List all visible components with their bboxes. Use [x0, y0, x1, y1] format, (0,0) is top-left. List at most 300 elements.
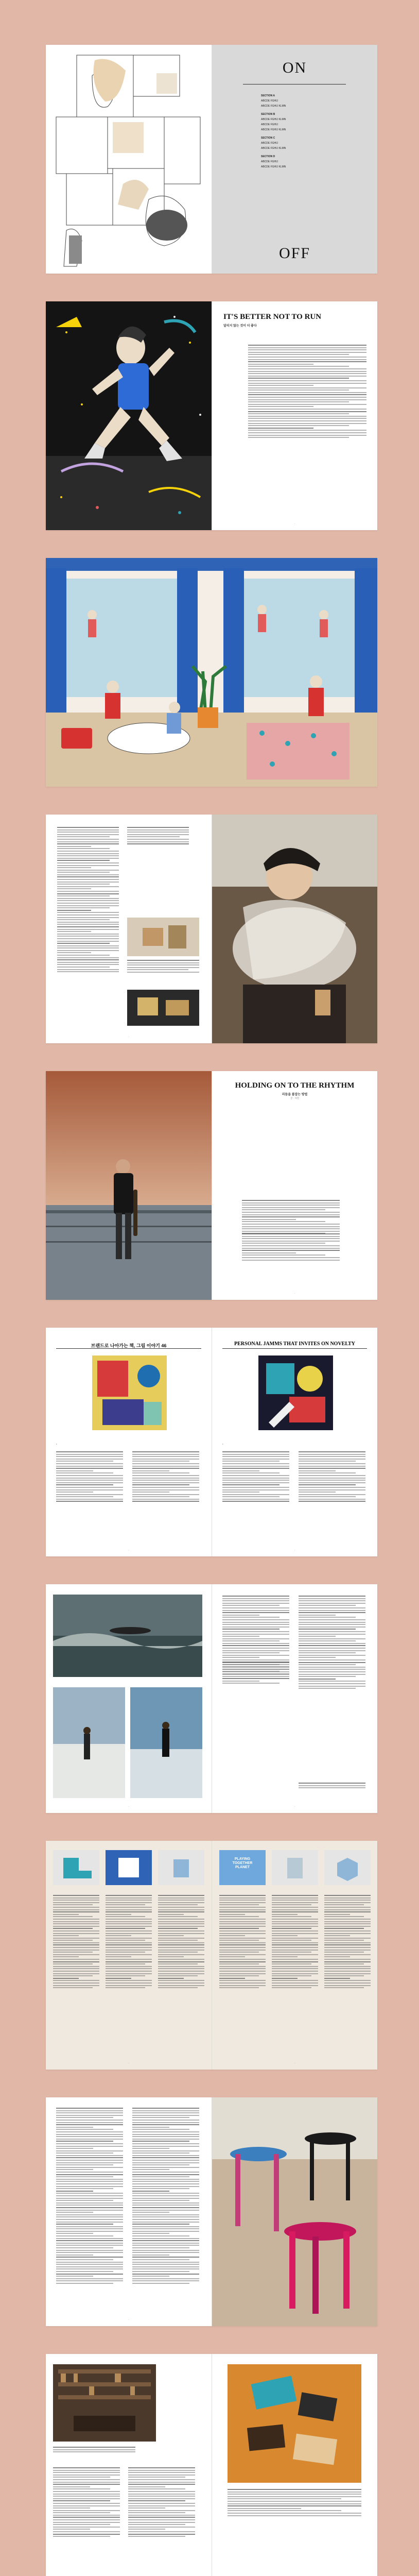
- text-line: [219, 1902, 266, 1903]
- text-line: [299, 1615, 336, 1616]
- text-line: [299, 1463, 365, 1464]
- text-line: [158, 1938, 204, 1939]
- text-line: [299, 1472, 356, 1473]
- text-line: [106, 1909, 152, 1910]
- text-line: [53, 1926, 99, 1927]
- text-line: [132, 2210, 199, 2211]
- text-column-3: [158, 1895, 204, 1990]
- text-line: [106, 1895, 152, 1896]
- text-line: [53, 1982, 99, 1984]
- text-line: [324, 1975, 364, 1976]
- text-line: [248, 385, 313, 386]
- text-line: [56, 2150, 123, 2151]
- text-line: [272, 1935, 298, 1936]
- text-column-2: [132, 1451, 199, 1503]
- text-line: [132, 2174, 199, 2175]
- text-line: [56, 1463, 123, 1464]
- text-line: [106, 1926, 152, 1927]
- text-line: [272, 1968, 318, 1969]
- text-line: [324, 1907, 371, 1908]
- text-line: [132, 2127, 169, 2128]
- text-line: [56, 2186, 123, 2187]
- text-line: [299, 1456, 365, 1457]
- text-line: [158, 1914, 184, 1915]
- text-line: [299, 1461, 356, 1462]
- text-line: [53, 1940, 93, 1941]
- text-line: [222, 1596, 289, 1597]
- text-line: [132, 2148, 169, 2149]
- stools-photo-page: [212, 2097, 377, 2326]
- text-line: [57, 860, 110, 861]
- text-line: [222, 1634, 289, 1635]
- text-line: [57, 922, 119, 923]
- bookshop-photo: [53, 2364, 156, 2442]
- text-line: [57, 945, 119, 946]
- text-line: [127, 836, 180, 837]
- text-line: [53, 2486, 90, 2487]
- text-line: [222, 1624, 289, 1625]
- text-line: [127, 960, 199, 961]
- text-line: [56, 2176, 113, 2177]
- text-line: [56, 2124, 123, 2125]
- text-line: [56, 2235, 113, 2236]
- text-line: [128, 2475, 195, 2476]
- text-line: [324, 1933, 371, 1934]
- text-line: [128, 2479, 195, 2480]
- text-line: [106, 1980, 152, 1981]
- text-line: [299, 1598, 365, 1599]
- text-line: [106, 1987, 145, 1988]
- text-line: [57, 950, 119, 951]
- text-line: [56, 2174, 123, 2175]
- text-line: [158, 1973, 204, 1974]
- text-column-left: [57, 827, 119, 974]
- text-line: [128, 2534, 195, 2535]
- text-line: [53, 1897, 99, 1899]
- text-line: [228, 2505, 361, 2506]
- right-products-page: [212, 1841, 377, 2070]
- text-line: [132, 2198, 199, 2199]
- text-line: [56, 1492, 93, 1493]
- text-line: [158, 1930, 204, 1931]
- text-line: [57, 843, 119, 844]
- article-subtitle: 달리지 않는 것이 더 좋다: [223, 325, 257, 328]
- text-line: [57, 851, 119, 852]
- text-line: [272, 1971, 318, 1972]
- text-line: [127, 834, 189, 835]
- text-line: [132, 2228, 199, 2229]
- text-line: [272, 1954, 318, 1955]
- text-line: [324, 1956, 350, 1957]
- text-line: [132, 1499, 199, 1500]
- text-line: [242, 1245, 340, 1246]
- text-line: [242, 1255, 325, 1256]
- text-line: [248, 437, 349, 438]
- text-line: [56, 2212, 93, 2213]
- text-line: [56, 2219, 123, 2220]
- text-line: [57, 926, 119, 927]
- text-line: [132, 2150, 199, 2151]
- text-line: [53, 1909, 99, 1910]
- text-line: [57, 895, 110, 896]
- text-line: [272, 1933, 318, 1934]
- text-line: [222, 1484, 280, 1485]
- text-line: [228, 2501, 361, 2502]
- line-illustration: [46, 45, 212, 274]
- page-number: ·: [128, 1549, 129, 1552]
- text-line: [132, 2186, 199, 2187]
- text-line: [219, 1956, 245, 1957]
- text-line: [272, 1959, 318, 1960]
- text-line: [53, 1916, 93, 1917]
- text-line: [324, 1980, 371, 1981]
- text-line: [53, 1944, 99, 1945]
- smoke-photo-page: [212, 815, 377, 1043]
- text-line: [219, 1942, 266, 1943]
- text-line: [222, 1638, 289, 1639]
- text-line: [299, 1659, 365, 1660]
- text-line: [132, 2280, 199, 2281]
- text-line: [158, 1982, 204, 1984]
- text-line: [132, 2195, 199, 2196]
- footnote: [299, 1783, 365, 1790]
- text-line: [57, 888, 91, 889]
- text-line: [56, 2155, 123, 2156]
- text-line: [53, 2488, 110, 2489]
- photo-caption: [127, 960, 199, 974]
- text-line: [53, 2482, 120, 2483]
- text-line: [158, 1952, 198, 1953]
- text-line: [53, 2479, 120, 2480]
- text-line: [57, 891, 119, 892]
- text-line: [106, 1959, 152, 1960]
- text-line: [128, 2519, 195, 2520]
- text-line: [248, 364, 313, 365]
- text-line: [53, 1900, 99, 1901]
- text-line: [57, 841, 119, 842]
- logo-line-3: PLANET: [235, 1866, 250, 1869]
- text-line: [57, 952, 91, 953]
- text-line: [272, 1978, 298, 1979]
- text-line: [106, 1978, 131, 1979]
- text-line: [299, 1617, 356, 1618]
- text-line: [106, 1950, 152, 1951]
- text-line: [242, 1252, 296, 1253]
- text-line: [56, 2136, 123, 2137]
- text-line: [56, 2143, 123, 2144]
- text-line: [248, 373, 366, 374]
- text-line: [132, 2124, 199, 2125]
- text-line: [132, 1451, 199, 1452]
- spread-bookshop: [46, 2354, 377, 2576]
- text-line: [248, 394, 366, 395]
- text-line: [248, 406, 313, 407]
- surfer-photo-3: [130, 1687, 202, 1798]
- cards-page: [212, 2354, 377, 2576]
- text-line: [299, 1688, 356, 1689]
- text-line: [57, 874, 119, 875]
- text-line: [222, 1496, 280, 1497]
- text-line: [248, 418, 366, 419]
- text-line: [128, 2498, 195, 2499]
- text-line: [324, 1978, 350, 1979]
- text-line: [53, 2505, 120, 2506]
- text-line: [219, 1944, 266, 1945]
- page-number: ·: [128, 1036, 129, 1039]
- geometric-artwork: [92, 1355, 167, 1430]
- text-line: [132, 2176, 189, 2177]
- text-line: [56, 2129, 113, 2130]
- text-line: [272, 1940, 311, 1941]
- text-line: [299, 1648, 365, 1649]
- text-line: [242, 1238, 340, 1239]
- text-line: [127, 839, 189, 840]
- text-line: [324, 1971, 371, 1972]
- text-line: [56, 1472, 113, 1473]
- text-line: [132, 2257, 199, 2258]
- text-line: [299, 1475, 365, 1476]
- text-line: [57, 836, 110, 837]
- left-products-page: [46, 1841, 212, 2070]
- text-line: [242, 1241, 340, 1242]
- text-line: [57, 839, 119, 840]
- text-line: [242, 1202, 340, 1204]
- text-line: [132, 2164, 189, 2165]
- text-line: [299, 1494, 365, 1495]
- text-line: [56, 2108, 123, 2109]
- text-line: [132, 2188, 189, 2189]
- text-line: [324, 1950, 371, 1951]
- text-line: [57, 884, 110, 885]
- text-line: [324, 1935, 350, 1936]
- text-line: [128, 2536, 185, 2537]
- text-line: [299, 1478, 365, 1479]
- text-line: [56, 2233, 93, 2234]
- text-line: [272, 1961, 318, 1962]
- text-line: [272, 1973, 318, 1974]
- text-line: [106, 1904, 145, 1905]
- text-line: [222, 1612, 289, 1613]
- text-line: [56, 1496, 113, 1497]
- text-line: [53, 1978, 79, 1979]
- text-line: [53, 2477, 110, 2478]
- text-line: [53, 2494, 120, 2495]
- text-line: [324, 1904, 364, 1905]
- text-line: [219, 1975, 259, 1976]
- text-line: [324, 1914, 350, 1915]
- page-number: ·: [128, 1805, 129, 1808]
- toc-item: [261, 104, 328, 109]
- text-line: [53, 2500, 110, 2501]
- cards-photo: [228, 2364, 361, 2483]
- text-line: [56, 2224, 113, 2225]
- text-line: [158, 1959, 204, 1960]
- text-line: [132, 2153, 189, 2154]
- text-line: [242, 1216, 340, 1217]
- text-line: [56, 2280, 123, 2281]
- toc-section: [261, 154, 328, 159]
- text-line: [57, 870, 119, 871]
- text-line: [106, 1973, 152, 1974]
- text-column-4: [219, 1895, 266, 1990]
- text-line: [53, 1914, 79, 1915]
- text-line: [106, 1897, 152, 1899]
- text-line: [132, 2131, 199, 2132]
- text-line: [57, 867, 91, 868]
- text-line: [53, 2470, 120, 2471]
- text-line: [53, 2510, 120, 2511]
- toc-item: [261, 141, 328, 146]
- text-line: [324, 1963, 364, 1964]
- text-line: [53, 1956, 79, 1957]
- text-line: [53, 1938, 99, 1939]
- text-line: [324, 1938, 371, 1939]
- text-line: [299, 1636, 336, 1637]
- box-photo: [324, 1850, 371, 1885]
- text-line: [299, 1466, 365, 1467]
- text-line: [128, 2510, 195, 2511]
- text-line: [57, 964, 119, 965]
- spread-two-artworks: [46, 1328, 377, 1556]
- text-line: [106, 1966, 152, 1967]
- text-line: [56, 2157, 123, 2158]
- page-number: ·: [294, 2062, 295, 2065]
- text-line: [324, 1985, 371, 1986]
- text-page: [46, 815, 212, 1043]
- text-line: [272, 1902, 318, 1903]
- text-line: [57, 848, 110, 849]
- text-line: [106, 1930, 152, 1931]
- text-line: [128, 2477, 185, 2478]
- text-line: [132, 2231, 199, 2232]
- text-line: [56, 2240, 123, 2241]
- text-line: [158, 1971, 204, 1972]
- text-line: [57, 832, 119, 833]
- text-line: [299, 1631, 365, 1632]
- text-line: [222, 1463, 289, 1464]
- text-line: [219, 1987, 259, 1988]
- text-line: [53, 2527, 120, 2528]
- article-page: [212, 301, 377, 530]
- text-line: [56, 2195, 123, 2196]
- article-subtitle: 리듬을 붙잡는 방법: [282, 1093, 308, 1096]
- text-line: [127, 969, 188, 970]
- text-line: [132, 1492, 169, 1493]
- text-line: [56, 1475, 123, 1476]
- text-line: [248, 428, 313, 429]
- text-page: [46, 2097, 212, 2326]
- toc-label: ABCDE FGHIJ KLMN: [261, 118, 286, 121]
- text-line: [127, 967, 199, 968]
- text-line: [242, 1228, 340, 1229]
- text-line: [56, 1478, 123, 1479]
- text-line: [106, 1911, 152, 1912]
- text-line: [299, 1603, 365, 1604]
- text-line: [324, 1902, 371, 1903]
- text-line: [242, 1212, 340, 1213]
- text-line: [128, 2484, 195, 2485]
- pull-quote: [127, 827, 189, 846]
- text-line: [128, 2529, 165, 2530]
- text-line: [272, 1909, 318, 1910]
- right-art-page: [212, 1328, 377, 1556]
- text-line: [222, 1454, 289, 1455]
- text-line: [299, 1484, 356, 1485]
- text-line: [219, 1926, 266, 1927]
- text-line: [248, 371, 366, 372]
- text-line: [106, 1961, 152, 1962]
- text-line: [158, 1942, 204, 1943]
- text-line: [222, 1472, 280, 1473]
- text-line: [56, 2193, 123, 2194]
- text-line: [106, 1900, 152, 1901]
- text-line: [219, 1930, 266, 1931]
- text-line: [248, 357, 366, 358]
- text-line: [324, 1968, 371, 1969]
- text-line: [242, 1260, 340, 1261]
- text-line: [222, 1640, 280, 1641]
- left-title: 브랜드로 나아가는 책, 그림 이야기 46: [91, 1343, 167, 1348]
- text-line: [56, 2153, 113, 2154]
- text-line: [132, 2169, 169, 2170]
- text-line: [158, 1956, 184, 1957]
- text-line: [299, 1683, 365, 1684]
- text-line: [324, 1973, 371, 1974]
- text-line: [53, 2484, 120, 2485]
- text-line: [56, 2271, 113, 2272]
- toc-label: ABCDE FGHIJ: [261, 99, 278, 103]
- text-line: [56, 1456, 123, 1457]
- spread-better-not-to-run: [46, 301, 377, 530]
- text-line: [56, 2146, 123, 2147]
- text-line: [158, 1897, 204, 1899]
- text-line: [299, 1676, 356, 1677]
- text-line: [248, 349, 366, 350]
- text-line: [299, 1612, 365, 1613]
- text-line: [222, 1664, 289, 1665]
- text-line: [53, 1954, 99, 1955]
- text-line: [106, 1914, 131, 1915]
- text-line: [56, 2214, 123, 2215]
- text-line: [132, 2202, 199, 2204]
- text-line: [248, 354, 349, 355]
- text-line: [56, 2259, 113, 2260]
- text-line: [56, 1451, 123, 1452]
- text-line: [106, 1963, 145, 1964]
- product-photo-2: [106, 1850, 152, 1885]
- text-line: [132, 2240, 199, 2241]
- text-column-5: [272, 1895, 318, 1990]
- text-line: [132, 2235, 189, 2236]
- text-line: [56, 2200, 113, 2201]
- text-line: [56, 2278, 123, 2279]
- text-line: [57, 941, 119, 942]
- text-line: [132, 2139, 199, 2140]
- text-line: [242, 1257, 340, 1258]
- product-photo-5: [272, 1850, 318, 1885]
- text-line: [222, 1456, 289, 1457]
- text-line: [128, 2472, 195, 2473]
- toc-item: [261, 164, 328, 170]
- text-line: [222, 1678, 289, 1679]
- text-line: [299, 1482, 365, 1483]
- text-line: [56, 2247, 113, 2248]
- text-line: [53, 1987, 93, 1988]
- toc-label: ABCDE FGHIJ: [261, 160, 278, 163]
- text-line: [53, 2496, 120, 2497]
- text-line: [132, 2245, 199, 2246]
- text-line: [219, 1911, 266, 1912]
